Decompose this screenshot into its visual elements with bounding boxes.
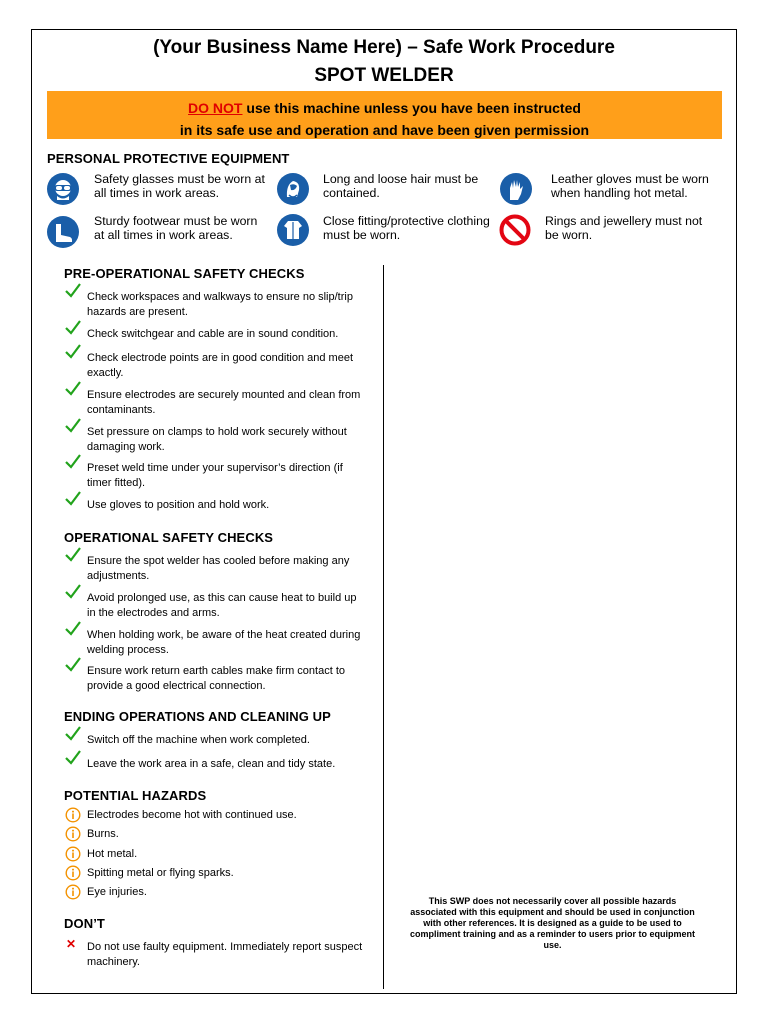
checkmark-icon (64, 725, 82, 743)
ppe-clothing-text: Close fitting/protective clothing must be worn. (323, 214, 490, 242)
column-divider (383, 265, 384, 989)
list-item: Check workspaces and walkways to ensure no slip/trip hazards are present. (64, 290, 364, 320)
list-item: Eye injuries. (65, 885, 365, 899)
checkmark-icon (64, 583, 82, 601)
info-hazard-icon (65, 884, 81, 900)
dont-heading: DON’T (64, 916, 105, 931)
list-item: Burns. (65, 827, 365, 841)
list-item: Hot metal. (65, 847, 365, 861)
list-item: Ensure work return earth cables make firm contact to provide a good electrical connection. (64, 664, 364, 694)
hazards-heading: POTENTIAL HAZARDS (64, 788, 207, 803)
list-item: Leave the work area in a safe, clean and tidy state. (64, 757, 364, 772)
list-item: ✕ Do not use faulty equipment. Immediately report suspect machinery. (66, 937, 363, 968)
list-item: Set pressure on clamps to hold work securely without damaging work. (64, 425, 364, 455)
banner-line2: in its safe use and operation and have been given permission (179, 122, 590, 138)
list-item: Use gloves to position and hold work. (64, 498, 364, 513)
do-not-text: DO NOT (188, 100, 243, 116)
list-item: Check switchgear and cable are in sound condition. (64, 327, 364, 342)
list-item: Check electrode points are in good condition and meet exactly. (64, 351, 364, 381)
checkmark-icon (64, 546, 82, 564)
cross-icon: ✕ (66, 937, 77, 951)
checkmark-icon (64, 620, 82, 638)
list-item: Electrodes become hot with continued use. (65, 808, 365, 822)
hair-restraint-icon (277, 173, 309, 205)
ppe-heading: PERSONAL PROTECTIVE EQUIPMENT (47, 151, 290, 166)
info-hazard-icon (65, 807, 81, 823)
checkmark-icon (64, 490, 82, 508)
list-item: Spitting metal or flying sparks. (65, 866, 365, 880)
leather-gloves-icon (500, 173, 532, 205)
disclaimer-text: This SWP does not necessarily cover all possible hazards associated with this equipment and should be used in conjunction with other references. It is designed as a guide to be used to compliment training and as a reminder to users prior to equipment use. (409, 896, 696, 950)
ppe-jewellery-text: Rings and jewellery must not be worn. (545, 214, 703, 242)
list-item: Switch off the machine when work completed. (64, 733, 364, 748)
ppe-glasses-text: Safety glasses must be worn at all times in work areas. (94, 172, 265, 200)
machine-name: SPOT WELDER (314, 65, 454, 86)
ppe-footwear-text: Sturdy footwear must be worn at all times in work areas. (94, 214, 258, 242)
ending-heading: ENDING OPERATIONS AND CLEANING UP (64, 709, 331, 724)
document-title: (Your Business Name Here) – Safe Work Procedure (153, 37, 615, 58)
banner-line1: use this machine unless you have been instructed (242, 100, 581, 116)
protective-clothing-icon (277, 214, 309, 246)
checkmark-icon (64, 417, 82, 435)
checkmark-icon (64, 319, 82, 337)
operational-heading: OPERATIONAL SAFETY CHECKS (64, 530, 274, 545)
list-item: Preset weld time under your supervisor’s direction (if timer fitted). (64, 461, 364, 491)
info-hazard-icon (65, 846, 81, 862)
safety-glasses-icon (47, 173, 79, 205)
checkmark-icon (64, 749, 82, 767)
ppe-hair-text: Long and loose hair must be contained. (323, 172, 479, 200)
safety-boots-icon (47, 216, 79, 248)
checkmark-icon (64, 453, 82, 471)
list-item: Avoid prolonged use, as this can cause heat to build up in the electrodes and arms. (64, 591, 364, 621)
list-item: When holding work, be aware of the heat created during welding process. (64, 628, 364, 658)
info-hazard-icon (65, 865, 81, 881)
checkmark-icon (64, 282, 82, 300)
ppe-gloves-text: Leather gloves must be worn when handling hot metal. (551, 172, 709, 200)
list-item: Ensure electrodes are securely mounted and clean from contaminants. (64, 388, 364, 418)
info-hazard-icon (65, 826, 81, 842)
checkmark-icon (64, 380, 82, 398)
list-item: Ensure the spot welder has cooled before making any adjustments. (64, 554, 364, 584)
no-jewellery-icon (499, 214, 531, 246)
checkmark-icon (64, 656, 82, 674)
checkmark-icon (64, 343, 82, 361)
pre-operational-heading: PRE-OPERATIONAL SAFETY CHECKS (64, 266, 305, 281)
warning-banner (47, 91, 722, 139)
